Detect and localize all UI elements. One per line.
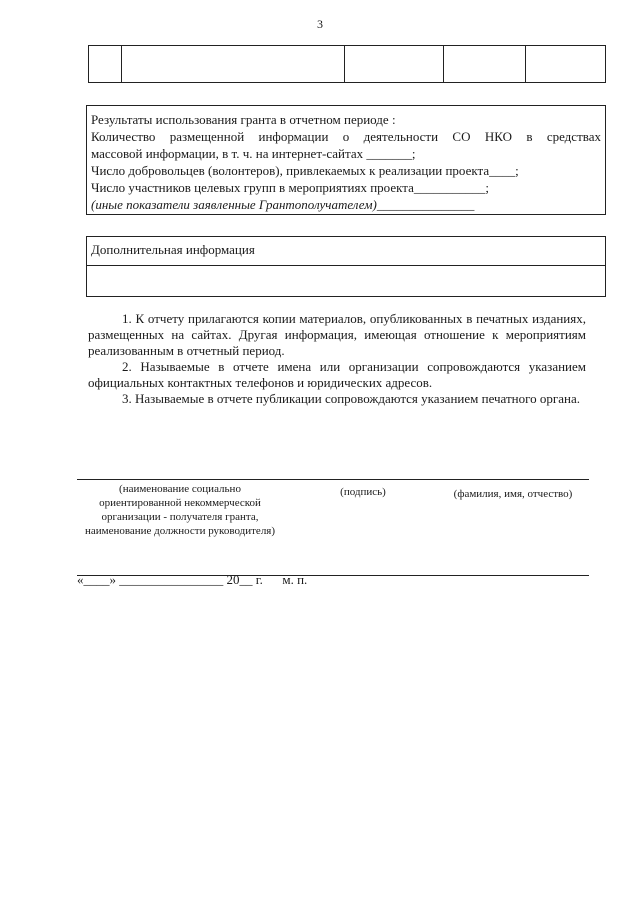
note-item: 2. Называемые в отчете имена или организации сопровождаются указанием официальных контактных телефонов и юридических адресов. bbox=[88, 359, 586, 390]
table-column-divider bbox=[121, 46, 122, 82]
additional-info-box bbox=[86, 236, 606, 297]
results-other-indicators: (иные показатели заявленные Грантополучателем)_______________ bbox=[91, 197, 475, 212]
results-media-count-line2: массовой информации, в т. ч. на интернет-сайтах _______; bbox=[91, 146, 416, 161]
name-label: (фамилия, имя, отчество) bbox=[453, 488, 573, 500]
additional-info-title: Дополнительная информация bbox=[91, 242, 255, 257]
top-table-fragment bbox=[88, 45, 606, 83]
results-volunteers: Число добровольцев (волонтеров), привлекаемых к реализации проекта____; bbox=[91, 163, 519, 178]
date-row: «____» ________________ 20__ г. м. п. bbox=[77, 572, 308, 587]
results-media-count-line1: Количество размещенной информации о деятельности СО НКО в средствах bbox=[91, 129, 601, 144]
results-box bbox=[86, 105, 606, 215]
results-participants: Число участников целевых групп в мероприятиях проекта___________; bbox=[91, 180, 489, 195]
date-underline bbox=[77, 575, 589, 576]
note-item: 3. Называемые в отчете публикации сопровождаются указанием печатного органа. bbox=[122, 391, 580, 406]
results-heading: Результаты использования гранта в отчетном периоде : bbox=[91, 112, 396, 127]
table-column-divider bbox=[344, 46, 345, 82]
org-label: (наименование социально ориентированной некоммерческой организации - получателя гранта, наименование должности руководителя) bbox=[84, 483, 276, 537]
note-item: 1. К отчету прилагаются копии материалов, опубликованных в печатных изданиях, размещенных на сайтах. Другая информация, имеющая отношение к мероприятиям реализованным в отчетный период. bbox=[88, 311, 586, 358]
notes bbox=[88, 311, 586, 407]
signature-label: (подпись) bbox=[340, 486, 386, 498]
table-column-divider bbox=[443, 46, 444, 82]
additional-info-divider bbox=[87, 265, 605, 266]
table-column-divider bbox=[525, 46, 526, 82]
signature-line bbox=[77, 479, 589, 480]
page-number: 3 bbox=[317, 17, 323, 31]
